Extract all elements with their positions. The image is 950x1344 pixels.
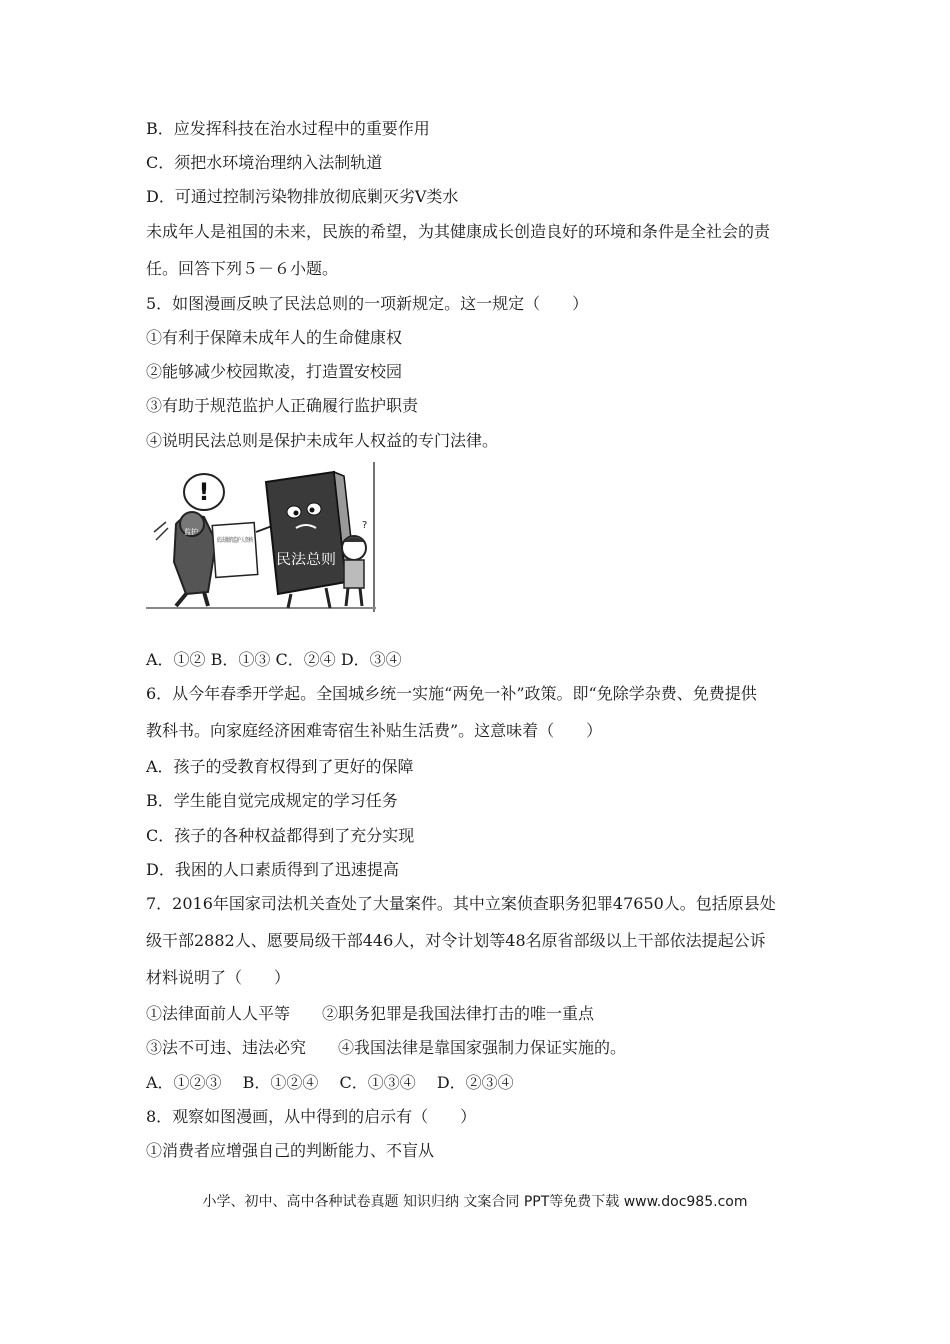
- q6-option-a: A．孩子的受教育权得到了更好的保障: [146, 757, 414, 776]
- badge-label: 监护: [184, 528, 198, 536]
- question-7-line-1: 7．2016年国家司法机关查处了大量案件。其中立案侦查职务犯罪47650人。包括原县处: [146, 894, 776, 913]
- q7-statements-2: ③法不可违、违法必究 ④我国法律是靠国家强制力保证实施的。: [146, 1038, 627, 1057]
- option-b-q4: B．应发挥科技在治水过程中的重要作用: [146, 119, 430, 138]
- q7-statements-1: ①法律面前人人平等 ②职务犯罪是我国法律打击的唯一重点: [146, 1004, 595, 1023]
- question-6-line-1: 6．从今年春季开学起。全国城乡统一实施“两免一补”政策。即“免除学杂费、免费提供: [146, 684, 757, 703]
- q5-statement-1: ①有利于保障未成年人的生命健康权: [146, 328, 403, 347]
- intro-line-2: 任。回答下列５－６小题。: [146, 259, 339, 278]
- q6-option-d: D．我困的人口素质得到了迅速提高: [146, 860, 399, 879]
- q5-statement-2: ②能够减少校园欺凌，打造置安校园: [146, 362, 403, 381]
- page-footer: 小学、初中、高中各种试卷真题 知识归纳 文案合同 PPT等免费下载 www.doc985.com: [202, 1194, 748, 1210]
- question-7-line-3: 材料说明了（ ）: [146, 968, 291, 987]
- q5-options: A．①② B．①③ C．②④ D．③④: [146, 650, 402, 669]
- q6-option-c: C．孩子的各种权益都得到了充分实现: [146, 826, 415, 845]
- civil-code-cartoon: [146, 462, 376, 612]
- question-6-line-2: 教科书。向家庭经济困难寄宿生补贴生活费”。这意味着（ ）: [146, 721, 603, 740]
- question-8: 8．观察如图漫画，从中得到的启示有（ ）: [146, 1107, 477, 1126]
- option-d-q4: D．可通过控制污染物排放彻底剿灭劣Ⅴ类水: [146, 187, 459, 206]
- svg-text:?: ?: [362, 520, 368, 531]
- q7-options: A．①②③ B．①②④ C．①③④ D．②③④: [146, 1073, 514, 1092]
- intro-line-1: 未成年人是祖国的未来，民族的希望，为其健康成长创造良好的环境和条件是全社会的责: [146, 222, 771, 241]
- q5-statement-3: ③有助于规范监护人正确履行监护职责: [146, 396, 419, 415]
- book-title: 民法总则: [276, 552, 332, 568]
- option-c-q4: C．须把水环境治理纳入法制轨道: [146, 153, 383, 172]
- q8-statement-1: ①消费者应增强自己的判断能力、不盲从: [146, 1141, 435, 1160]
- q5-statement-4: ④说明民法总则是保护未成年人权益的专门法律。: [146, 431, 499, 450]
- svg-text:!: !: [198, 478, 210, 506]
- q6-option-b: B．学生能自觉完成规定的学习任务: [146, 791, 398, 810]
- paper-text: 依法撤销监护人资格: [217, 537, 272, 544]
- question-7-line-2: 级干部2882人、愿要局级干部446人，对令计划等48名原省部级以上干部依法提起公诉: [146, 931, 766, 950]
- question-5: 5．如图漫画反映了民法总则的一项新规定。这一规定（ ）: [146, 294, 589, 313]
